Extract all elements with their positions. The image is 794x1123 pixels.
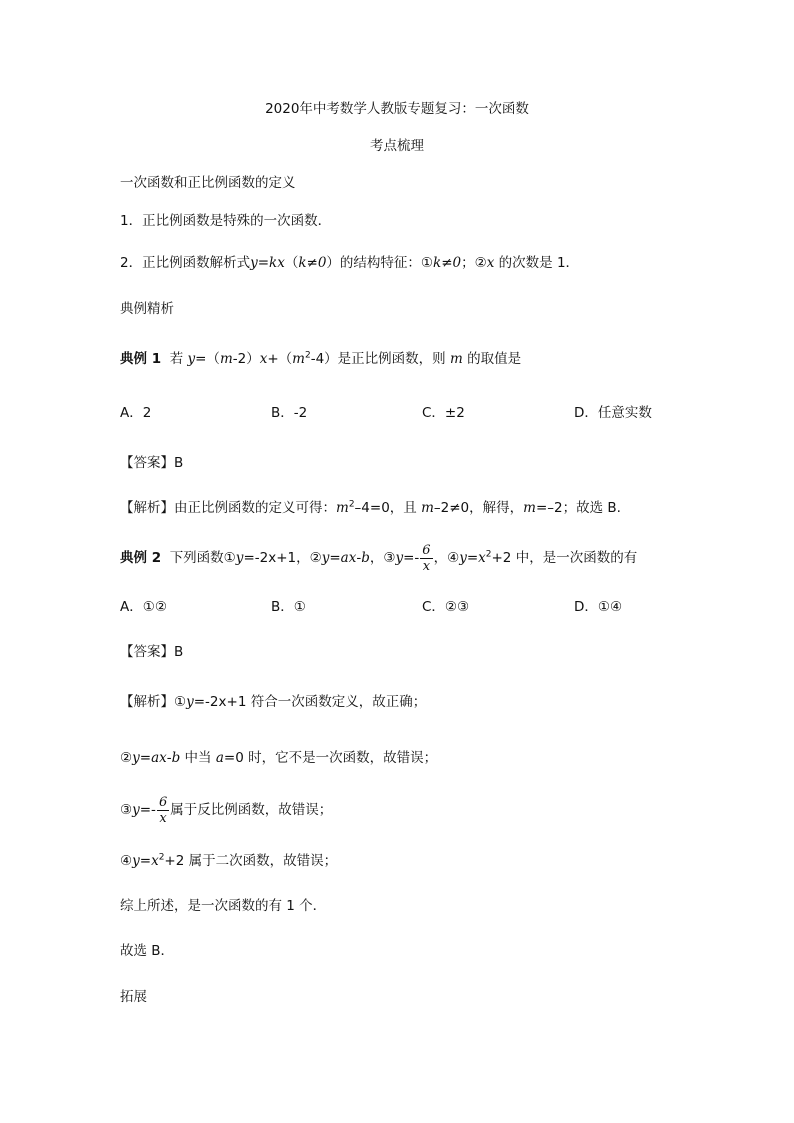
ex2-a4-sup: 2 (158, 852, 165, 863)
ex2-answer: 【答案】B (120, 644, 184, 660)
ex2-a2-c: 中当 (180, 750, 216, 766)
ex2-frac-num: 6 (422, 542, 431, 558)
ex2-a2-b: = (139, 750, 152, 766)
ex2-a2-d: =0 时，它不是一次函数，故错误； (223, 750, 438, 766)
ex2-f2-c: ax (340, 550, 357, 566)
ex2-option-b: B．① (271, 599, 306, 615)
ex1-m: m (219, 351, 233, 367)
point-2-text-c: ）的结构特征：① (326, 255, 434, 271)
ex2-a3-num: 6 (158, 794, 168, 810)
ex1-q-d: +（ (267, 351, 293, 367)
ex2-a4-x: x (151, 853, 159, 869)
ex2-option-a: A．①② (120, 599, 167, 615)
ex1-sup: 2 (304, 350, 311, 361)
point-2-x: x (486, 255, 495, 271)
ex1-eq1-m: m (336, 500, 349, 516)
ex1-q-c: -2） (232, 351, 260, 367)
ex2-a4-pre: ④ (120, 853, 133, 869)
ex2-a2-dash: - (166, 750, 172, 766)
example-2-label: 典例 2 (120, 550, 162, 566)
ex1-analysis-a: 【解析】由正比例函数的定义可得： (120, 500, 336, 516)
ex1-y: y (187, 351, 196, 367)
ex2-f4-sup: 2 (485, 549, 492, 560)
ex1-eq2-rest: –2≠0，解得， (433, 500, 524, 516)
point-2-text-d: ；② (461, 255, 487, 271)
ex1-x: x (259, 351, 268, 367)
ex2-a3-pre: ③ (120, 802, 133, 818)
ex2-a1-pre: 【解析】① (120, 694, 187, 710)
ex1-eq3-m: m (523, 500, 536, 516)
ex1-eq3-rest: =–2；故选 B. (535, 500, 621, 516)
ex2-a3-fraction (157, 795, 169, 826)
ex2-analysis-3 (120, 790, 332, 830)
ex2-f4-c: +2 中，是一次函数的有 (491, 550, 638, 566)
section-heading-definition: 一次函数和正比例函数的定义 (120, 175, 296, 191)
section-heading-extension: 拓展 (120, 989, 147, 1005)
ex2-f2-f: ，③ (369, 550, 396, 566)
ex2-a3-y: y (132, 802, 140, 818)
point-2 (120, 254, 579, 272)
ex2-f4-x: x (478, 550, 486, 566)
section-heading-examples: 典例精析 (120, 301, 174, 317)
ex2-a3-b: =- (139, 802, 156, 818)
ex1-q-b: =（ (195, 351, 220, 367)
ex2-a4-b: = (139, 853, 152, 869)
ex1-eq1-rest: –4=0，且 (354, 500, 422, 516)
ex2-choose: 故选 B． (120, 943, 175, 959)
ex2-f2-d: - (356, 550, 362, 566)
ex1-option-c: C．±2 (422, 405, 465, 421)
ex1-eq1-sup: 2 (348, 499, 355, 510)
point-2-text-b: （ (284, 255, 299, 271)
example-1-question (120, 350, 521, 368)
ex1-analysis (120, 499, 621, 517)
ex1-q-f: 的取值是 (462, 351, 522, 367)
point-1: 1．正比例函数是特殊的一次函数． (120, 213, 332, 229)
ex2-f2-e: b (361, 550, 370, 566)
ex2-f3: y (395, 550, 404, 566)
ex2-option-d: D．①④ (574, 599, 623, 615)
ex2-a2-bb: b (171, 750, 181, 766)
ex2-q-a: 下列函数① (169, 550, 236, 566)
example-2-question (120, 538, 637, 578)
ex1-eq2-m: m (421, 500, 434, 516)
ex2-option-c: C．②③ (422, 599, 470, 615)
ex2-a2-y: y (132, 750, 140, 766)
ex2-a1-y: y (186, 694, 194, 710)
ex1-option-b: B．-2 (271, 405, 308, 421)
ex2-a1-rest: =-2x+1 符合一次函数定义，故正确； (193, 694, 427, 710)
ex2-f3-c: ，④ (433, 550, 460, 566)
ex1-option-a: A．2 (120, 405, 152, 421)
ex2-f2: y (321, 550, 330, 566)
point-2-condition: k≠0 (298, 255, 327, 271)
ex2-fraction (420, 543, 432, 574)
ex1-q-a: 若 (169, 351, 188, 367)
ex1-m3: m (449, 351, 463, 367)
point-2-text-a: 2．正比例函数解析式 (120, 255, 251, 271)
ex2-a4-c: +2 属于二次函数，故错误； (164, 853, 338, 869)
ex2-frac-den: x (422, 558, 431, 574)
ex2-a2-pre: ② (120, 750, 133, 766)
page-title: 2020年中考数学人教版专题复习：一次函数 (265, 101, 529, 117)
ex2-analysis-2 (120, 749, 437, 767)
ex2-f4-b: = (466, 550, 479, 566)
ex2-f1-rest: =-2x+1，② (243, 550, 322, 566)
ex2-f3-b: =- (403, 550, 420, 566)
ex1-option-d: D．任意实数 (574, 405, 652, 421)
ex1-q-e: -4）是正比例函数，则 (310, 351, 450, 367)
ex2-a3-den: x (159, 810, 167, 826)
ex2-analysis-4 (120, 852, 337, 870)
ex2-f1: y (235, 550, 244, 566)
point-2-formula: y=kx (250, 255, 285, 271)
ex2-f4: y (459, 550, 467, 566)
ex2-a2-ax: ax (151, 750, 167, 766)
ex1-m2: m (292, 351, 305, 367)
ex2-analysis-1 (120, 693, 426, 711)
ex2-summary: 综上所述，是一次函数的有 1 个． (120, 898, 327, 914)
example-1-label: 典例 1 (120, 351, 162, 367)
point-2-condition-2: k≠0 (433, 255, 462, 271)
page-subtitle: 考点梳理 (370, 138, 424, 154)
ex2-a4-y: y (132, 853, 140, 869)
ex2-f2-b: = (329, 550, 341, 566)
ex2-a2-a: a (215, 750, 224, 766)
point-2-text-e: 的次数是 1． (494, 255, 580, 271)
ex2-a3-c: 属于反比例函数，故错误； (170, 802, 333, 818)
ex1-answer: 【答案】B (120, 455, 184, 471)
